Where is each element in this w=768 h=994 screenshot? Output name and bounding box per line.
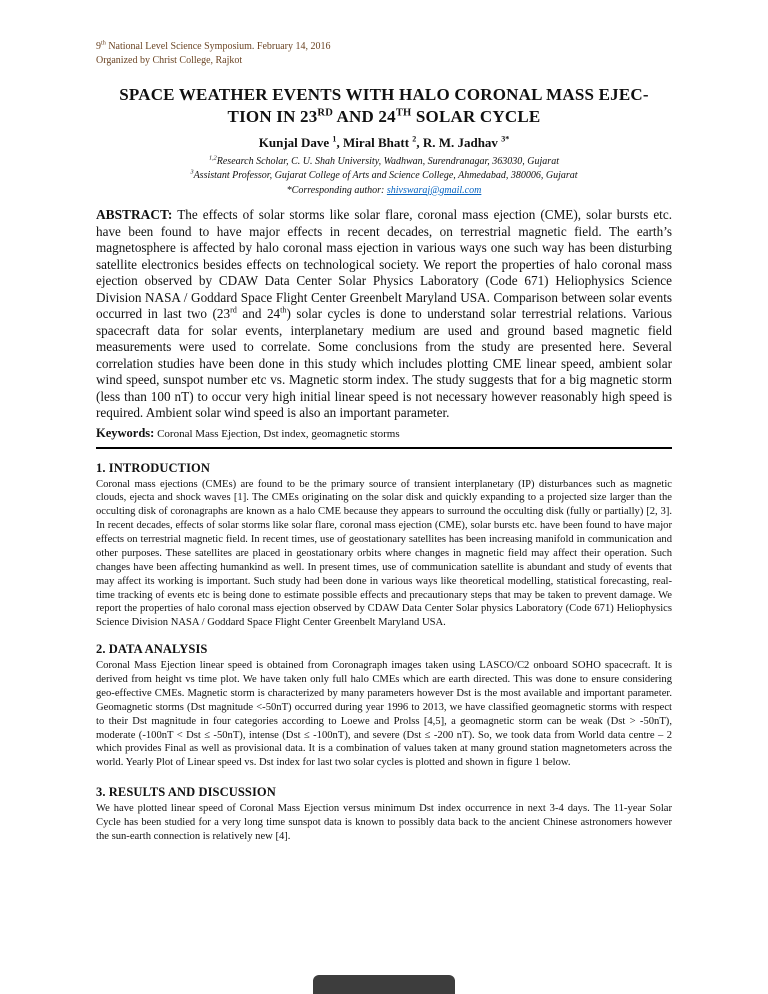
section-heading-results-discussion: 3. RESULTS AND DISCUSSION	[96, 785, 276, 800]
viewer-bottom-toolbar[interactable]	[313, 975, 455, 994]
keywords-line	[96, 426, 672, 441]
abstract-text-3: ) solar cycles is done to understand solar terrestrial relations. Various spacecraft data for solar events, interplanetary medium are used and ground based magnetic field measurements were used to correlate. Some conclusions from the study are presented here. Several correlation studies have been done in this study which includes plotting CME linear speed, ambient solar wind speed, sunspot number etc vs. Magnetic storm index. The study suggests that for a big magnetic storm (less than 100 nT) to occur very high initial linear speed is not necessary however reasonably high speed is required. Ambient solar wind speed is also an important parameter.	[96, 306, 672, 420]
author-line	[96, 135, 672, 151]
section-body-results-discussion: We have plotted linear speed of Coronal Mass Ejection versus minimum Dst index occurrence in next 3-4 days. The 11-year Solar Cycle has been studied for a very long time sunspot data is known to possibly data back to the ancient Chinese astronomers however the sun-earth connection is relatively new [4].	[96, 803, 672, 842]
section-body-introduction: Coronal mass ejections (CMEs) are found to be the primary source of transient interplanetary (IP) disturbances such as magnetic clouds, ejecta and shock waves [1]. The CMEs originating on the solar disk and quickly expanding to a projected size larger than the occulting disk of coronagraphs are known as a halo CME because they appears to surround the occulting disk (fully or partially) [2, 3]. In recent decades, effects of solar storms like solar flare, coronal mass ejection (CME), solar bursts etc. have been found to have major effects on terrestrial magnetic field. In recent times, use of geostationary satellites has been increasing manifold in communication and other purposes. These satellites are placed in geostationary orbits where changes in magnetic field may affect their operation. Such changes have been affecting humankind as well. In present times, use of communication satellite is abundant and study of events that may affect its working is important. Such study had been done in various ways like theoretical modelling, statistical forecasting, real-time tracking of events etc is being done to estimate possible effects and precautionary steps that may be taken to prevent damage. We report the properties of halo coronal mass ejection observed by CDAW Data Center Solar physics Laboratory (Code 671) Heliophysics Science Division NASA / Goddard Space Flight Center Greenbelt Maryland USA.	[96, 478, 672, 629]
affiliation-2-text: Assistant Professor, Gujarat College of Arts and Science College, Ahmedabad, 380006, Gujarat	[193, 170, 578, 182]
section-body-data-analysis: Coronal Mass Ejection linear speed is obtained from Coronagraph images taken using LASCO/C2 onboard SOHO spacecraft. It is derived from height vs time plot. We have taken only full halo CMEs which are earth directed. This was done to ensure considering geo-effective CMEs. Magnetic storm is characterized by many parameters however Dst is the most available and important parameter. Geomagnetic storms (Dst magnitude <-50nT) occurred during year 1996 to 2013, we have classified geomagnetic storms with respect to their Dst magnitude in four categories according to Loewe and Prolss [4,5], a geomagnetic storm can be weak (Dst > -50nT), moderate (-100nT < Dst ≤ -50nT), intense (Dst ≤ -100nT), and severe (Dst ≤ -200 nT). So, we took data from World data centre – 2 which provides Final as well as provisional data. It is a combination of values taken at many ground station magnetometers across the world. Yearly Plot of Linear speed vs. Dst index for last two solar cycles is plotted and shown in figure 1 below.	[96, 660, 672, 769]
corresponding-author-email-link[interactable]: shivswaraj@gmail.com	[386, 184, 482, 196]
conference-header	[96, 40, 672, 68]
conference-header-line1	[96, 40, 672, 54]
conference-header-line2: Organized by Christ College, Rajkot	[96, 55, 243, 66]
keywords-text: Coronal Mass Ejection, Dst index, geomagnetic storms	[154, 427, 400, 440]
title-line2-part3: SOLAR CYCLE	[411, 107, 541, 127]
affiliation-1-superscript: 1,2	[209, 154, 217, 162]
paper-title	[96, 84, 672, 128]
header-line1-num: 9	[96, 41, 101, 52]
author-3-superscript: 3*	[501, 134, 510, 144]
corresponding-author-label: *Corresponding author:	[286, 184, 387, 196]
affiliation-1-text: Research Scholar, C. U. Shah University, Wadhwan, Surendranagar, 363030, Gujarat	[216, 156, 559, 168]
author-2-superscript: 2	[412, 134, 417, 144]
section-data-analysis	[96, 642, 672, 770]
author-3: , R. M. Jadhav	[416, 135, 502, 151]
title-superscript-rd: RD	[317, 107, 334, 119]
title-line2-part1: TION IN 23	[227, 107, 318, 127]
paper-content	[96, 40, 672, 844]
title-line2-part2: AND 24	[333, 107, 396, 127]
author-2: , Miral Bhatt	[336, 135, 413, 151]
section-divider-rule	[96, 447, 672, 449]
section-results-discussion	[96, 785, 672, 844]
abstract-paragraph	[96, 207, 672, 422]
affiliation-2-superscript: 3	[190, 169, 194, 177]
abstract-superscript-th: th	[280, 305, 287, 315]
affiliation-line2	[96, 169, 672, 183]
abstract-superscript-rd: rd	[230, 305, 237, 315]
affiliations-block	[96, 155, 672, 198]
abstract-label: ABSTRACT:	[96, 206, 173, 222]
author-1-superscript: 1	[332, 134, 337, 144]
abstract-text-1: The effects of solar storms like solar flare, coronal mass ejection (CME), solar bursts etc. have been found to have major effects in recent decades, on terrestrial magnetic field. The earth’s magnetosphere is affected by halo coronal mass ejection in various ways one such way has been disturbing satellite electronics besides effects on technological society. We report the properties of halo coronal mass ejection observed by CDAW Data Center Solar Physics Laboratory (Code 671) Heliophysics Science Division NASA / Goddard Space Flight Center Greenbelt Maryland USA. Comparison between solar events occurred in last two (23	[96, 206, 672, 321]
title-superscript-th: TH	[395, 107, 412, 119]
section-introduction	[96, 461, 672, 631]
keywords-label: Keywords:	[96, 425, 155, 440]
section-heading-introduction: 1. INTRODUCTION	[96, 460, 211, 475]
affiliation-line1	[96, 155, 672, 169]
title-line1: SPACE WEATHER EVENTS WITH HALO CORONAL MASS EJEC-	[119, 85, 649, 104]
author-1: Kunjal Dave	[258, 135, 333, 151]
corresponding-author-line	[96, 184, 672, 198]
section-heading-data-analysis: 2. DATA ANALYSIS	[96, 642, 208, 657]
abstract-text-2: and 24	[236, 306, 281, 321]
header-line1-superscript: th	[101, 39, 106, 47]
header-line1-text: National Level Science Symposium. February 14, 2016	[105, 41, 331, 52]
